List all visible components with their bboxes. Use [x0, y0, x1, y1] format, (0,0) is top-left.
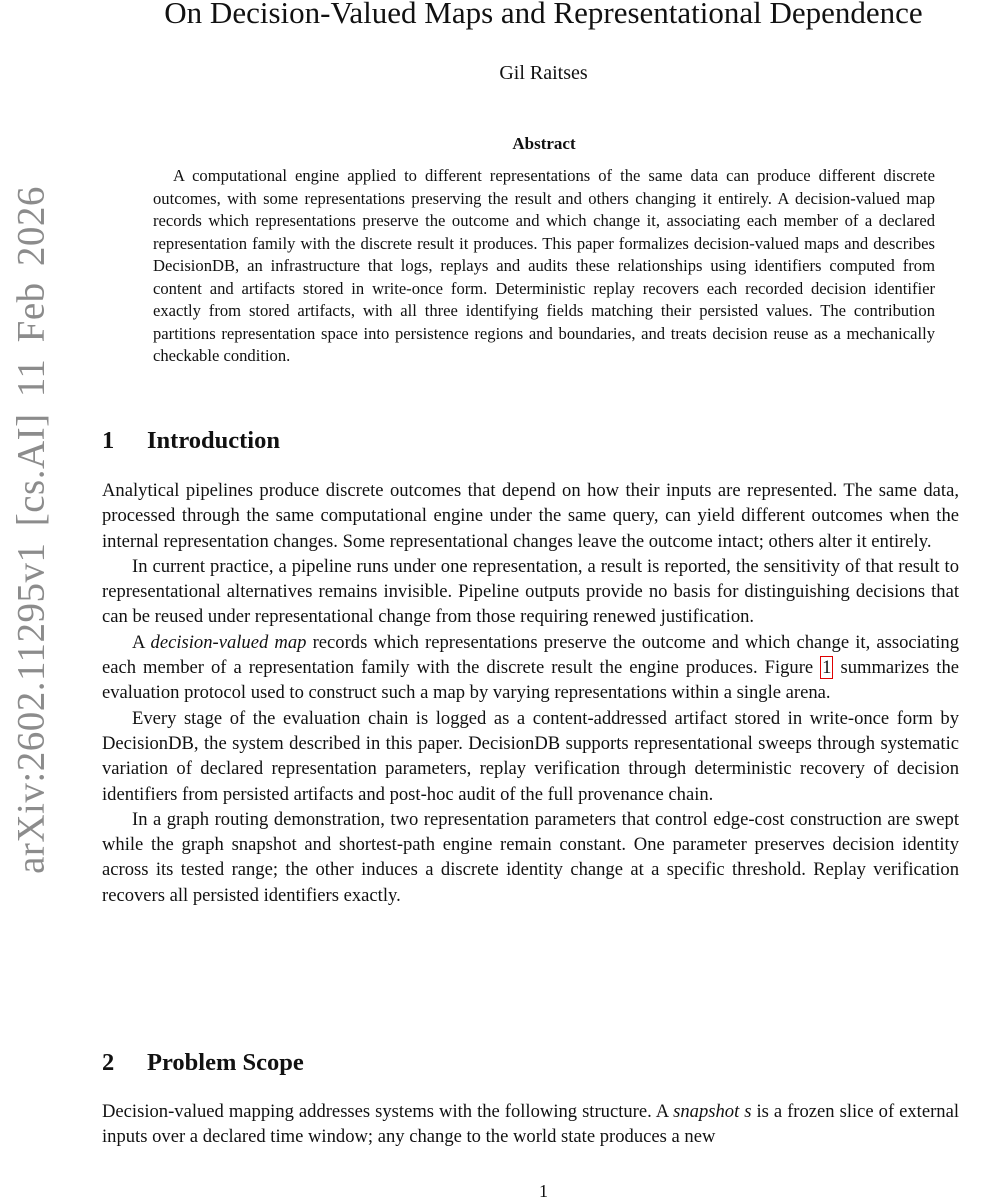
section-heading-problem-scope	[102, 1048, 304, 1078]
text-run: records which representations preserve the outcome and which change it, associating each member of a representation family with the discrete result the engine produces. Figure	[102, 631, 959, 679]
paragraph: In a graph routing demonstration, two representation parameters that control edge-cost construction are swept while the graph snapshot and shortest-path engine remain constant. One parameter preserves decision identity across its tested range; the other induces a discrete identity change at a specific threshold. Replay verification recovers all persisted identifiers exactly.	[102, 808, 959, 906]
introduction-body	[102, 478, 959, 908]
figure-reference-link[interactable]: 1	[822, 657, 832, 679]
section-title: Problem Scope	[147, 1049, 304, 1076]
abstract-block	[153, 165, 935, 368]
section-number: 2	[102, 1049, 115, 1076]
section-number: 1	[102, 427, 115, 454]
paragraph: Every stage of the evaluation chain is logged as a content-addressed artifact stored in write-once form by DecisionDB, the system described in this paper. DecisionDB supports representational sweeps through systematic variation of declared representation parameters, replay verification through deterministic recovery of decision identifiers from persisted artifacts and post-hoc audit of the full provenance chain.	[102, 707, 959, 805]
paper-title: On Decision-Valued Maps and Representational Dependence	[164, 0, 923, 30]
author-name: Gil Raitses	[499, 62, 588, 84]
arxiv-identifier-stamp: arXiv:2602.11295v1 [cs.AI] 11 Feb 2026	[9, 186, 53, 874]
text-run: summarizes the evaluation protocol used to construct such a map by varying representations within a single arena.	[102, 657, 959, 704]
paragraph	[102, 1099, 959, 1150]
text-run: is a frozen slice of external inputs over a declared time window; any change to the world state produces a new	[102, 1101, 960, 1148]
section-title: Introduction	[147, 427, 280, 454]
abstract-heading: Abstract	[512, 134, 576, 153]
paragraph: Analytical pipelines produce discrete outcomes that depend on how their inputs are represented. The same data, processed through the same computational engine under the same query, can yield different outcomes when the internal representation changes. Some representational changes leave the outcome intact; others alter it entirely.	[102, 480, 959, 552]
emphasized-term: decision-valued map	[150, 631, 307, 653]
abstract-text: A computational engine applied to different representations of the same data can produce different discrete outcomes, with some representations preserving the result and others changing it entirely. A decision-valued map records which representations preserve the outcome and which change it, associating each member of a declared representation family with the discrete result it produces. This paper formalizes decision-valued maps and describes DecisionDB, an infrastructure that logs, replays and audits these relationships using identifiers computed from content and artifacts stored in write-once form. Deterministic replay recovers each recorded decision identifier exactly from stored artifacts, with all three identifying fields matching their persisted values. The contribution partitions representation space into persistence regions and boundaries, and treats decision reuse as a mechanically checkable condition.	[153, 166, 935, 365]
page-number: 1	[539, 1181, 548, 1201]
problem-scope-body	[102, 1099, 959, 1150]
text-run: Decision-valued mapping addresses systems with the following structure. A	[102, 1101, 674, 1122]
section-heading-introduction	[102, 426, 280, 456]
paragraph: In current practice, a pipeline runs under one representation, a result is reported, the sensitivity of that result to representational alternatives remains invisible. Pipeline outputs provide no basis for distinguishing decisions that can be reused under representational change from those requiring renewed justification.	[102, 555, 959, 628]
emphasized-term: snapshot s	[673, 1101, 752, 1122]
text-run: A	[132, 631, 151, 653]
paragraph	[102, 630, 959, 706]
